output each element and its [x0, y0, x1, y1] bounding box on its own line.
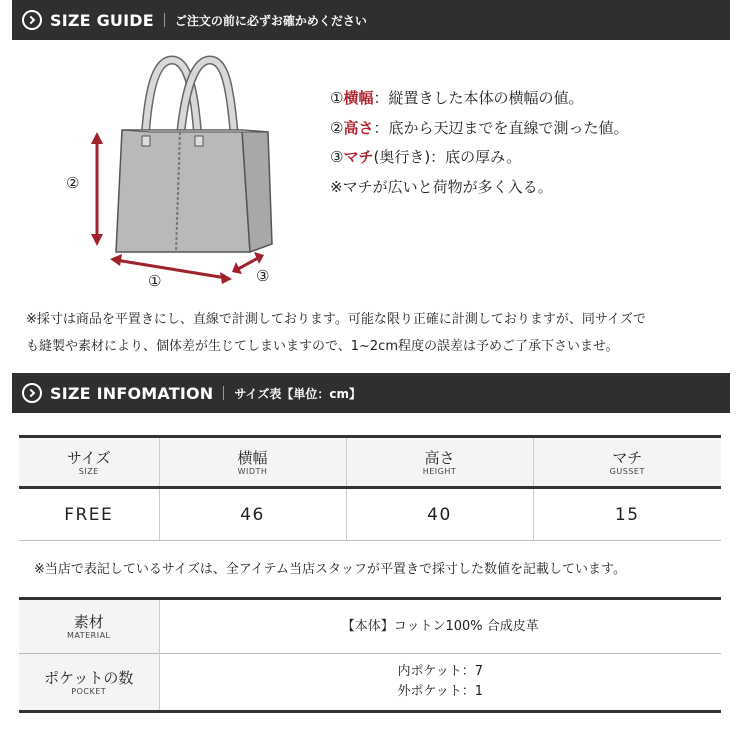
- table-row: [19, 599, 721, 654]
- size-guide-subtitle: ご注文の前に必ずお確かめください: [174, 13, 367, 28]
- cell-gusset: 15: [533, 488, 721, 541]
- size-table: [19, 435, 721, 541]
- label-jp: 素材: [73, 613, 104, 631]
- header-size: [19, 437, 159, 488]
- label-jp: ポケットの数: [44, 668, 134, 687]
- note-key: マチ: [343, 148, 374, 166]
- header-jp: 高さ: [424, 448, 455, 467]
- note-key: 横幅: [343, 89, 374, 107]
- header-en: SIZE: [78, 466, 99, 476]
- size-info-subtitle: サイズ表【単位：cm】: [234, 386, 362, 401]
- note-text: ：底から天辺までを直線で測った値。: [373, 118, 629, 137]
- size-guide-header: [12, 0, 730, 40]
- note-width: [330, 84, 628, 114]
- chevron-right-icon: [22, 10, 42, 30]
- pocket-inner: 内ポケット：7: [397, 664, 484, 679]
- header-jp: マチ: [612, 448, 643, 467]
- header-jp: サイズ: [66, 448, 111, 467]
- width-marker: ①: [148, 272, 162, 290]
- note-number: ①: [330, 89, 344, 107]
- measurement-notes: [330, 84, 628, 202]
- header-height: [346, 437, 533, 488]
- header-en: HEIGHT: [422, 466, 457, 476]
- disclaimer-line: も縫製や素材により、個体差が生じてしまいますので、1~2cm程度の誤差は予めご了承下さいませ。: [26, 339, 619, 354]
- label-en: POCKET: [71, 686, 107, 696]
- header-gusset: [533, 437, 721, 488]
- note-capacity: ※マチが広いと荷物が多く入る。: [330, 177, 553, 196]
- bag-diagram: [60, 52, 300, 292]
- header-divider: [164, 13, 165, 27]
- note-text: ：縦置きした本体の横幅の値。: [373, 89, 584, 107]
- table-row: [19, 654, 721, 712]
- material-table: [19, 597, 721, 713]
- note-number: ③: [330, 148, 344, 166]
- note-key: 高さ: [343, 118, 374, 137]
- tote-bag-illustration: [60, 52, 300, 292]
- chevron-right-icon: [22, 383, 42, 403]
- measurement-disclaimer: [26, 306, 726, 360]
- note-text: (奥行き)：底の厚み。: [373, 148, 522, 166]
- cell-width: 46: [159, 488, 346, 541]
- disclaimer-line: ※採寸は商品を平置きにし、直線で計測しております。可能な限り正確に計測しておりますが、同サイズで: [26, 312, 646, 327]
- header-jp: 横幅: [237, 448, 268, 467]
- header-en: GUSSET: [609, 466, 645, 476]
- pocket-value: [159, 654, 721, 712]
- pocket-label: [19, 654, 159, 712]
- table-row: [19, 488, 721, 541]
- note-gusset: [330, 143, 628, 173]
- store-note: ※当店で表記しているサイズは、全アイテム当店スタッフが平置きで採寸した数値を記載しています。: [34, 562, 626, 577]
- header-divider: [223, 386, 224, 400]
- gusset-marker: ③: [256, 267, 270, 285]
- height-marker: ②: [66, 174, 80, 192]
- header-width: [159, 437, 346, 488]
- note-number: ②: [330, 118, 344, 137]
- size-guide-title: SIZE GUIDE: [50, 10, 154, 30]
- cell-height: 40: [346, 488, 533, 541]
- size-table-header: [19, 437, 721, 488]
- size-info-header: [12, 373, 730, 413]
- header-en: WIDTH: [237, 466, 268, 476]
- size-info-title: SIZE INFOMATION: [50, 383, 214, 403]
- cell-size: FREE: [19, 488, 159, 541]
- pocket-outer: 外ポケット：1: [397, 684, 484, 699]
- material-label: [19, 599, 159, 654]
- note-height: [330, 114, 628, 144]
- material-value: 【本体】コットン100% 合成皮革: [159, 599, 721, 654]
- label-en: MATERIAL: [66, 631, 111, 640]
